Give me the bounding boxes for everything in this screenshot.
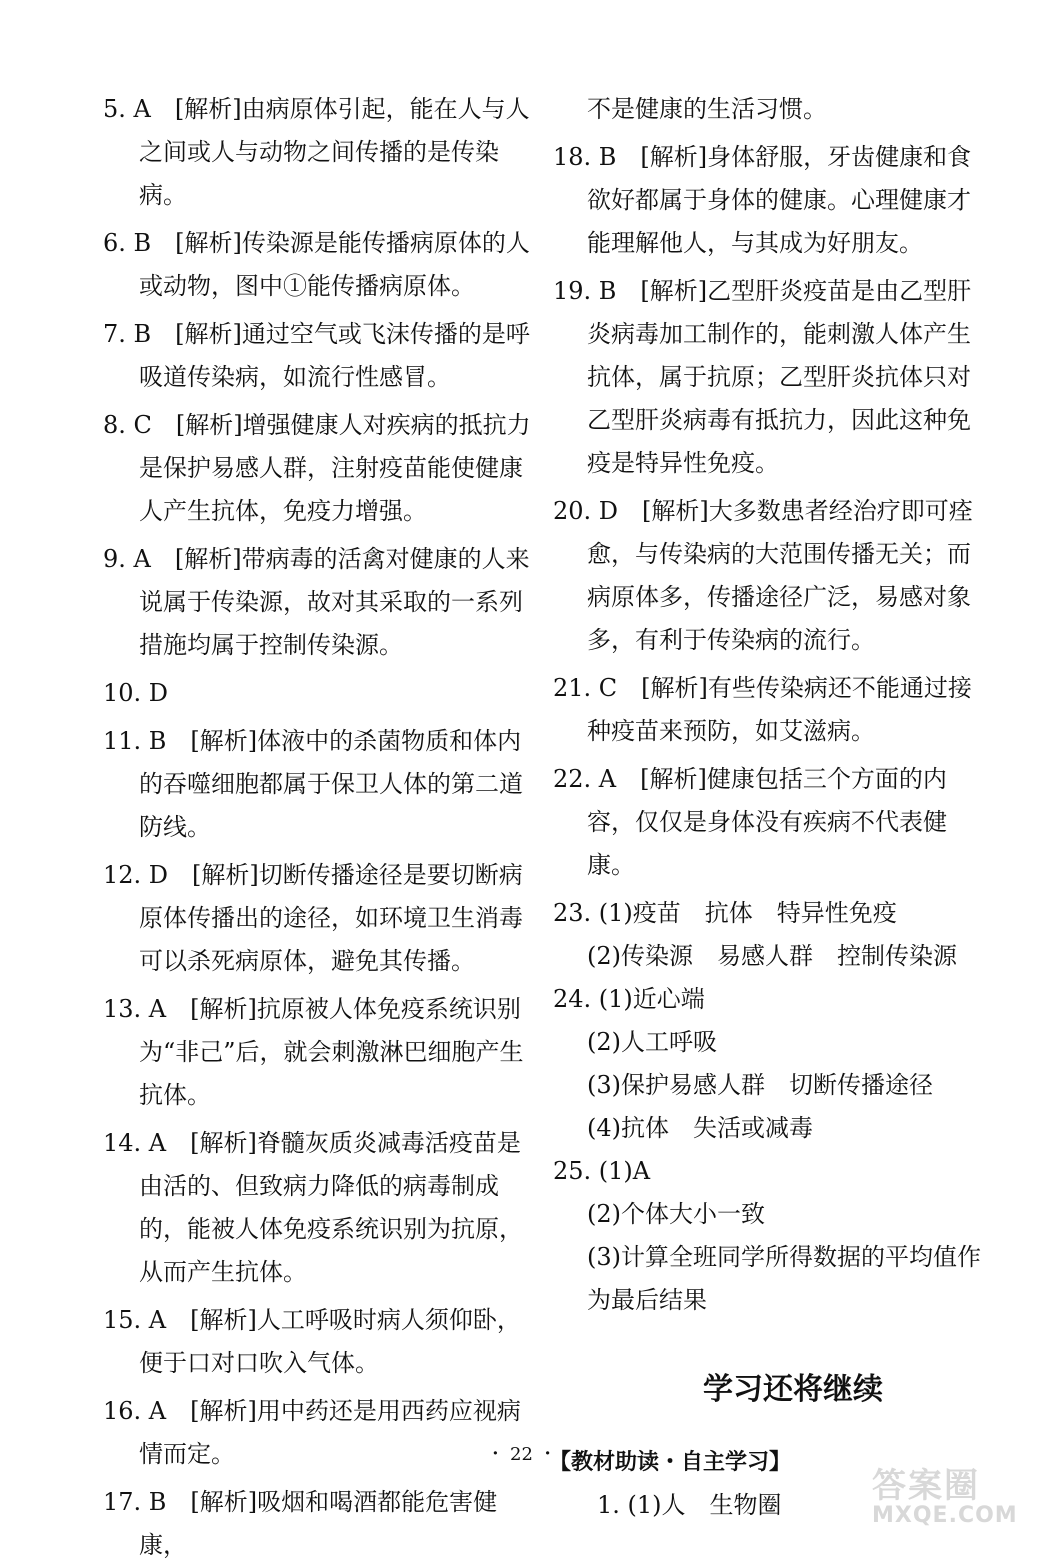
answer-item-14: 14. A [解析]脊髓灰质炎减毒活疫苗是由活的、但致病力降低的病毒制成的，能被人体免疫系统识别为抗原，从而产生抗体。 xyxy=(103,1129,523,1286)
left-column xyxy=(103,88,533,1567)
answer-item-10: 10. D xyxy=(103,679,169,707)
answer-item-12: 12. D [解析]切断传播途径是要切断病原体传播出的途径，如环境卫生消毒可以杀死病原体，避免其传播。 xyxy=(103,861,523,975)
answer-item-18: 18. B [解析]身体舒服，牙齿健康和食欲好都属于身体的健康。心理健康才能理解他人，与其成为好朋友。 xyxy=(553,143,972,257)
answer-item-21: 21. C [解析]有些传染病还不能通过接种疫苗来预防，如艾滋病。 xyxy=(553,674,972,745)
answer-item-19: 19. B [解析]乙型肝炎疫苗是由乙型肝炎病毒加工制作的，能刺激人体产生抗体，属于抗原；乙型肝炎抗体只对乙型肝炎病毒有抵抗力，因此这种免疫是特异性免疫。 xyxy=(553,277,972,477)
answer-item-7: 7. B [解析]通过空气或飞沫传播的是呼吸道传染病，如流行性感冒。 xyxy=(103,320,530,391)
answer-item-24-line-3: (3)保护易感人群 切断传播途径 xyxy=(587,1071,933,1099)
answer-item-15: 15. A [解析]人工呼吸时病人须仰卧，便于口对口吹入气体。 xyxy=(103,1306,521,1377)
answer-item-8: 8. C [解析]增强健康人对疾病的抵抗力是保护易感人群，注射疫苗能使健康人产生抗体，免疫力增强。 xyxy=(103,411,531,525)
answer-item-25: 25. (1)A xyxy=(553,1157,651,1185)
section-subhead: 【教材助读・自主学习】 xyxy=(549,1450,792,1475)
answer-item-24-line-2: (2)人工呼吸 xyxy=(587,1028,717,1056)
answer-item-25-line-2: (2)个体大小一致 xyxy=(587,1200,765,1228)
answer-item-17: 17. B [解析]吸烟和喝酒都能危害健康， xyxy=(103,1488,498,1559)
watermark-logo xyxy=(872,1458,1032,1530)
answer-item-24: 24. (1)近心端 xyxy=(553,985,705,1013)
watermark-bottom-text: MXQE.COM xyxy=(872,1503,1018,1528)
answer-item-22: 22. A [解析]健康包括三个方面的内容，仅仅是身体没有疾病不代表健康。 xyxy=(553,765,947,879)
answer-item-5: 5. A [解析]由病原体引起，能在人与人之间或人与动物之间传播的是传染病。 xyxy=(103,95,530,209)
sub-answer-item-1: 1. (1)人 生物圈 xyxy=(597,1491,782,1519)
watermark-top-text: 答案圈 xyxy=(872,1466,980,1506)
answer-item-25-line-3: (3)计算全班同学所得数据的平均值作为最后结果 xyxy=(587,1243,981,1314)
section-title: 学习还将继续 xyxy=(703,1372,883,1407)
answer-item-9: 9. A [解析]带病毒的活禽对健康的人来说属于传染源，故对其采取的一系列措施均属于控制传染源。 xyxy=(103,545,530,659)
answer-item-17-continuation: 不是健康的生活习惯。 xyxy=(587,95,827,123)
answer-item-11: 11. B [解析]体液中的杀菌物质和体内的吞噬细胞都属于保卫人体的第二道防线。 xyxy=(103,727,523,841)
answer-item-6: 6. B [解析]传染源是能传播病原体的人或动物，图中①能传播病原体。 xyxy=(103,229,530,300)
page-number: ・ 22 ・ xyxy=(486,1444,557,1465)
answer-item-24-line-4: (4)抗体 失活或减毒 xyxy=(587,1114,813,1142)
answer-item-16: 16. A [解析]用中药还是用西药应视病情而定。 xyxy=(103,1397,521,1468)
right-column xyxy=(549,88,993,1527)
answer-item-23-line-2: (2)传染源 易感人群 控制传染源 xyxy=(587,942,957,970)
answer-item-20: 20. D [解析]大多数患者经治疗即可痊愈，与传染病的大范围传播无关；而病原体多，传播途径广泛，易感对象多，有利于传染病的流行。 xyxy=(553,497,973,654)
answer-item-13: 13. A [解析]抗原被人体免疫系统识别为“非己”后，就会刺激淋巴细胞产生抗体。 xyxy=(103,995,524,1109)
answer-item-23: 23. (1)疫苗 抗体 特异性免疫 xyxy=(553,899,897,927)
